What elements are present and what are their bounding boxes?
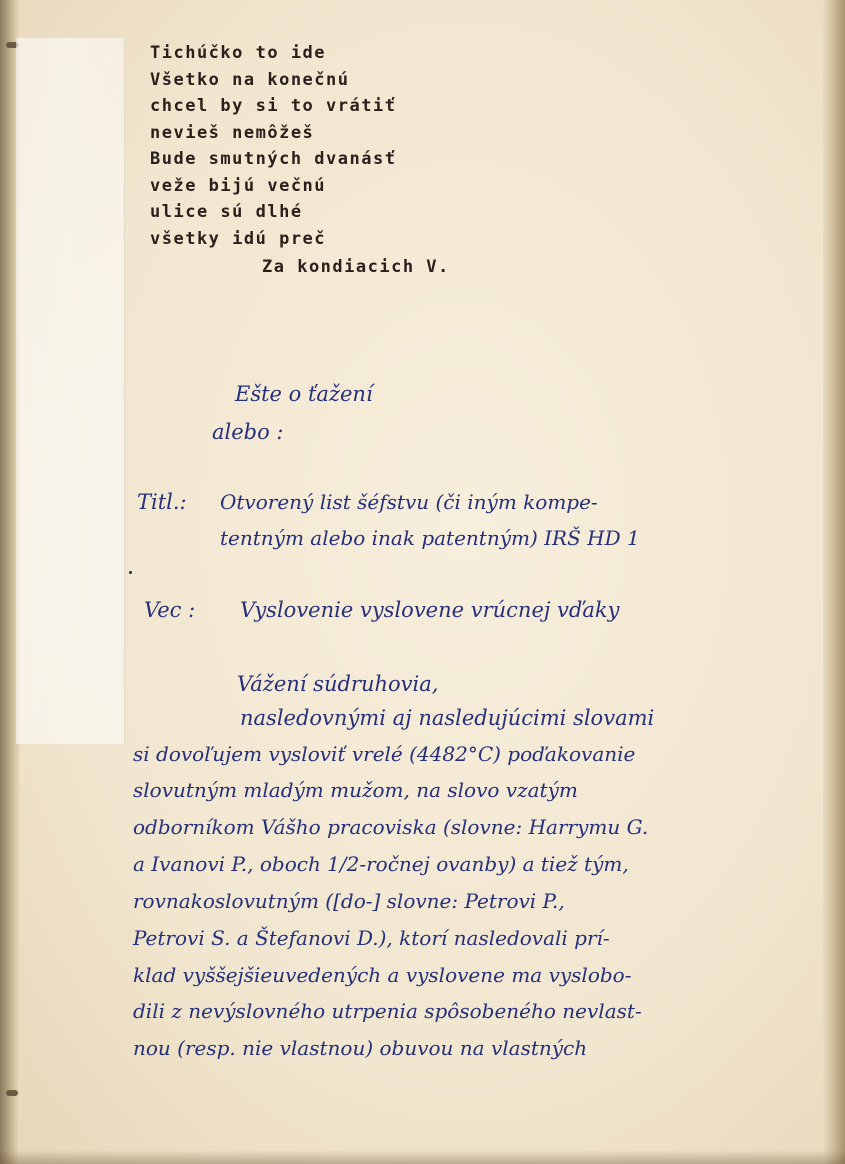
poem-line: ulice sú dlhé [150, 202, 303, 222]
adhesive-tape-strip [16, 38, 125, 744]
subject-label: Vec : [144, 598, 196, 622]
body-line: si dovoľujem vysloviť vrelé (4482°C) poďakovanie [133, 742, 636, 766]
title-label: Titl.: [137, 490, 187, 514]
title-line: tentným alebo inak patentným) IRŠ HD 1 [220, 526, 640, 550]
poem-line: nevieš nemôžeš [150, 122, 315, 143]
page-edge [823, 0, 845, 1164]
page-shadow [0, 1150, 845, 1164]
poem-line: Tichúčko to ide [150, 43, 327, 63]
body-line: nasledovnými aj nasledujúcimi slovami [240, 706, 655, 730]
poem-line: veže bijú večnú [150, 175, 327, 196]
body-line: slovutným mladým mužom, na slovo vzatým [133, 778, 578, 802]
ink-dot [129, 571, 132, 574]
body-line: dili z nevýslovného utrpenia spôsobeného nevlast- [133, 999, 642, 1023]
body-line: rovnakoslovutným ([do-] slovne: Petrovi P., [133, 889, 565, 913]
poem-signature: Za kondiacich V. [262, 257, 450, 277]
body-line: odborníkom Vášho pracoviska (slovne: Harrymu G. [133, 815, 649, 839]
body-line: nou (resp. nie vlastnou) obuvou na vlastných [133, 1036, 588, 1060]
poem-line: Bude smutných dvanásť [150, 149, 397, 169]
body-line: Petrovi S. a Štefanovi D.), ktorí nasledovali prí- [133, 926, 610, 950]
subject-text: Vyslovenie vyslovene vrúcnej vďaky [240, 598, 620, 622]
poem-line: všetky idú preč [150, 228, 327, 249]
letter-heading-alt: alebo : [212, 420, 284, 444]
typed-poem [150, 40, 450, 281]
body-line: a Ivanovi P., oboch 1/2-ročnej ovanby) a tiež tým, [133, 852, 629, 876]
body-line: klad vyššejšieuvedených a vyslovene ma vyslobo- [133, 963, 632, 987]
binding-hole [6, 1090, 18, 1096]
title-line: Otvorený list šéfstvu (či iným kompe- [220, 490, 598, 514]
salutation: Vážení súdruhovia, [237, 672, 439, 696]
poem-line: chcel by si to vrátiť [150, 96, 397, 116]
letter-heading: Ešte o ťažení [235, 382, 373, 406]
poem-line: Všetko na konečnú [150, 69, 350, 90]
